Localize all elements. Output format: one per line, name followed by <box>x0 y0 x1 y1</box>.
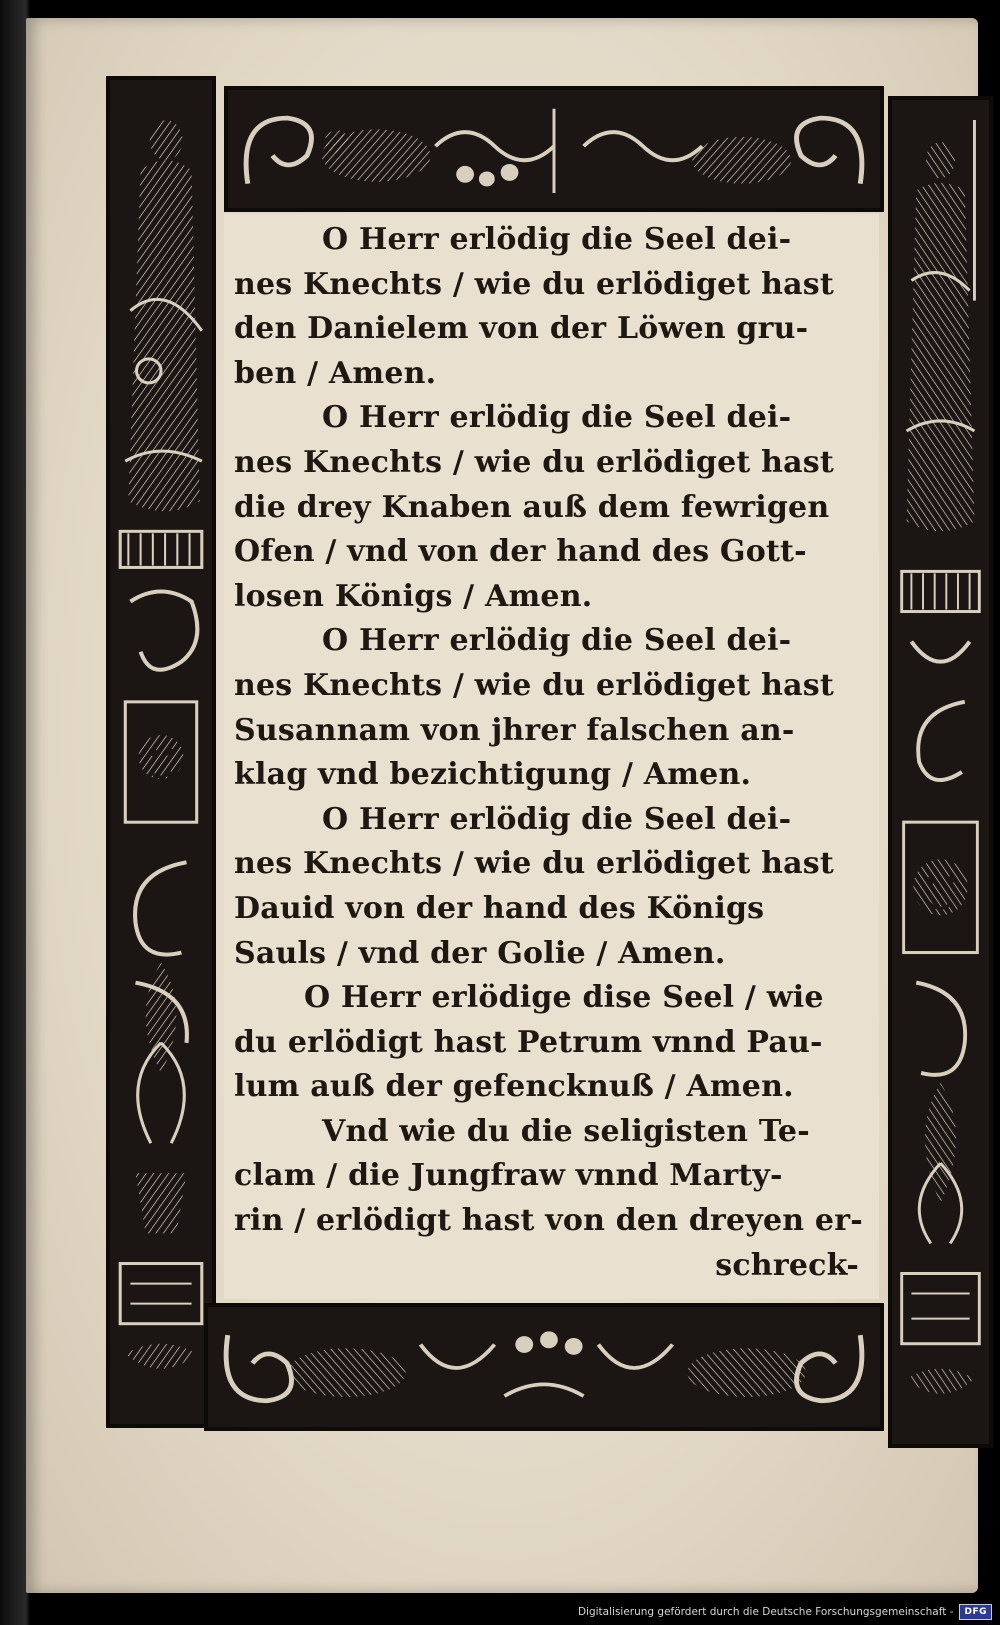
text-line: lum auß der gefencknuß / Amen. <box>234 1069 794 1105</box>
text-line: nes Knechts / wie du erlödiget hast <box>234 667 834 703</box>
text-line: nes Knechts / wie du erlödiget hast <box>234 444 834 480</box>
text-line: losen Königs / Amen. <box>234 578 593 614</box>
text-line: O Herr erlödig die Seel dei- <box>322 623 792 659</box>
text-line: Ofen / vnd von der hand des Gott- <box>234 534 807 570</box>
woodcut-border-top <box>224 86 884 212</box>
ornament-top-icon <box>228 90 880 208</box>
text-line: rin / erlödigt hast von den dreyen er- <box>234 1203 863 1239</box>
text-line: nes Knechts / wie du erlödiget hast <box>234 266 834 302</box>
digitization-footer <box>578 1601 992 1623</box>
text-line: clam / die Jungfraw vnnd Marty- <box>234 1158 783 1194</box>
text-line: Sauls / vnd der Golie / Amen. <box>234 935 726 971</box>
funding-credit: Digitalisierung gefördert durch die Deutsche Forschungsgemeinschaft - <box>577 1606 954 1618</box>
text-line: Dauid von der hand des Königs <box>234 890 765 926</box>
text-line: du erlödigt hast Petrum vnnd Pau- <box>234 1024 823 1060</box>
dfg-logo: DFG <box>959 1604 992 1620</box>
text-line: Vnd wie du die seligisten Te- <box>322 1113 810 1149</box>
text-line: schreck- <box>715 1247 859 1283</box>
text-line: O Herr erlödig die Seel dei- <box>322 801 792 837</box>
ornament-left-icon <box>110 80 212 1424</box>
text-line: O Herr erlödig die Seel dei- <box>322 400 792 436</box>
prayer-text-block <box>224 214 879 1299</box>
text-line: die drey Knaben auß dem fewrigen <box>234 489 830 525</box>
woodcut-border-left <box>106 76 216 1428</box>
text-line: den Danielem von der Löwen gru- <box>234 311 809 347</box>
woodcut-border-bottom <box>204 1303 884 1431</box>
text-line: Susannam von jhrer falschen an- <box>234 712 795 748</box>
woodcut-border-right <box>888 96 993 1448</box>
text-line: nes Knechts / wie du erlödiget hast <box>234 846 834 882</box>
text-line: ben / Amen. <box>234 355 437 391</box>
book-page <box>26 18 978 1593</box>
ornament-bottom-icon <box>208 1307 880 1427</box>
text-line: O Herr erlödige dise Seel / wie <box>304 980 824 1016</box>
text-line: klag vnd bezichtigung / Amen. <box>234 757 752 793</box>
text-line: O Herr erlödig die Seel dei- <box>322 222 792 257</box>
ornament-right-icon <box>892 100 989 1444</box>
